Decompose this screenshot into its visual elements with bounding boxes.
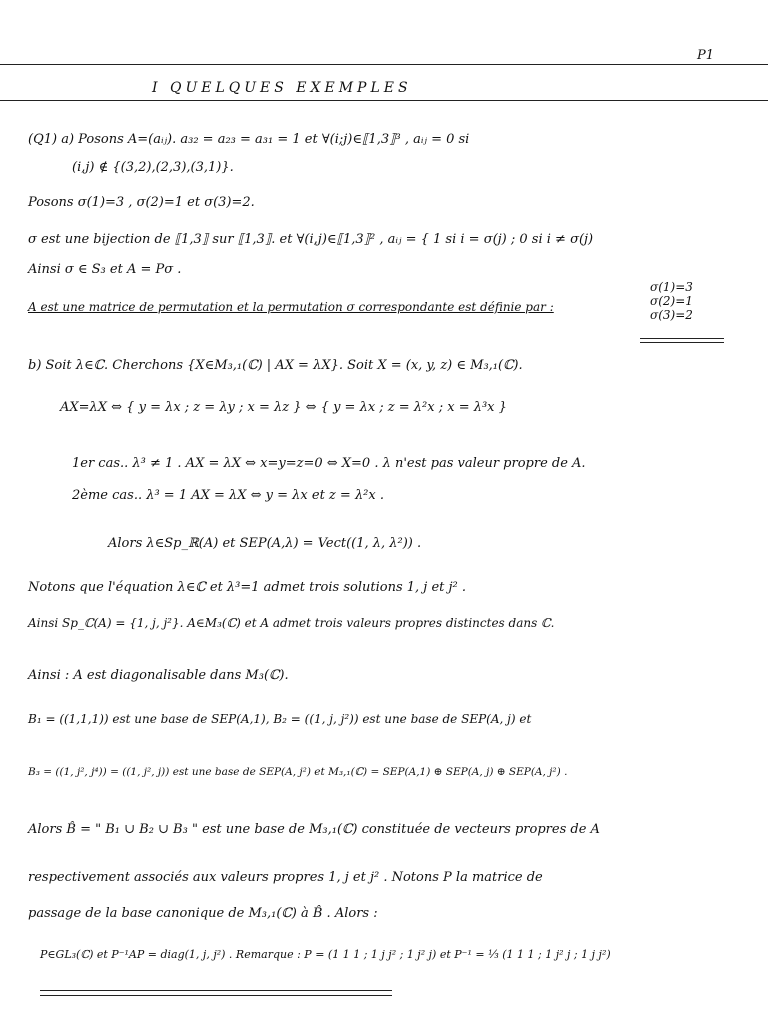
bottom-rule-1 xyxy=(40,990,392,991)
line-b1-b2: B₁ = ((1,1,1)) est une base de SEP(A,1), B₂ = ((1, j, j²)) est une base de SEP(A, j) et xyxy=(28,712,532,726)
line-case-2: 2ème cas.. λ³ = 1 AX = λX ⇔ y = λx et z = λ²x . xyxy=(72,488,384,503)
line-alors-sep: Alors λ∈Sp_ℝ(A) et SEP(A,λ) = Vect((1, λ, λ²)) . xyxy=(108,536,422,551)
line-bijection: σ est une bijection de ⟦1,3⟧ sur ⟦1,3⟧. et ∀(i,j)∈⟦1,3⟧² , aᵢⱼ = { 1 si i = σ(j) ; 0 si i ≠ σ(j) xyxy=(28,232,594,247)
sigma-values: σ(1)=3 σ(2)=1 σ(3)=2 xyxy=(650,280,693,322)
line-q1b: b) Soit λ∈ℂ. Cherchons {X∈M₃,₁(ℂ) | AX = λX}. Soit X = (x, y, z) ∈ M₃,₁(ℂ). xyxy=(28,358,523,373)
double-rule-1 xyxy=(640,338,724,339)
line-permutation-definition: A est une matrice de permutation et la permutation σ correspondante est définie par : xyxy=(28,300,554,314)
line-conclusion: P∈GL₃(ℂ) et P⁻¹AP = diag(1, j, j²) . Remarque : P = (1 1 1 ; 1 j j² ; 1 j² j) et P⁻¹ = ⅓ (1 1 1 ; 1 j² j ; 1 j j²) xyxy=(40,948,611,961)
line-q1a: (Q1) a) Posons A=(aᵢⱼ). a₃₂ = a₂₃ = a₃₁ = 1 et ∀(i;j)∈⟦1,3⟧³ , aᵢⱼ = 0 si xyxy=(28,132,470,147)
line-notons: Notons que l'équation λ∈ℂ et λ³=1 admet trois solutions 1, j et j² . xyxy=(28,580,467,595)
line-b3: B₃ = ((1, j², j⁴)) = ((1, j², j)) est une base de SEP(A, j²) et M₃,₁(ℂ) = SEP(A,1) ⊕ SEP(A, j) ⊕ SEP(A, j²) . xyxy=(28,766,568,778)
line-diagonalisable: Ainsi : A est diagonalisable dans M₃(ℂ). xyxy=(28,668,289,683)
line-respectivement: respectivement associés aux valeurs propres 1, j et j² . Notons P la matrice de xyxy=(28,870,543,885)
line-ainsi-sp: Ainsi Sp_ℂ(A) = {1, j, j²}. A∈M₃(ℂ) et A admet trois valeurs propres distinctes dans ℂ. xyxy=(28,616,555,630)
section-title: I QUELQUES EXEMPLES xyxy=(152,80,412,96)
double-rule-2 xyxy=(640,342,724,343)
line-alors-bhat: Alors B̂ = " B₁ ∪ B₂ ∪ B₃ " est une base de M₃,₁(ℂ) constituée de vecteurs propres de A xyxy=(28,822,600,837)
top-rule xyxy=(0,64,768,65)
page-number: P1 xyxy=(696,48,714,63)
line-system: AX=λX ⇔ { y = λx ; z = λy ; x = λz } ⇔ { y = λx ; z = λ²x ; x = λ³x } xyxy=(60,400,507,415)
line-case-1: 1er cas.. λ³ ≠ 1 . AX = λX ⇔ x=y=z=0 ⇔ X=0 . λ n'est pas valeur propre de A. xyxy=(72,456,586,471)
line-q1a-cont: (i,j) ∉ {(3,2),(2,3),(3,1)}. xyxy=(72,160,234,175)
line-posons-sigma: Posons σ(1)=3 , σ(2)=1 et σ(3)=2. xyxy=(28,195,255,210)
bottom-rule-2 xyxy=(40,995,392,996)
line-passage: passage de la base canonique de M₃,₁(ℂ) à B̂ . Alors : xyxy=(28,906,378,921)
title-rule xyxy=(0,100,768,101)
line-ainsi-s3: Ainsi σ ∈ S₃ et A = Pσ . xyxy=(28,262,182,277)
